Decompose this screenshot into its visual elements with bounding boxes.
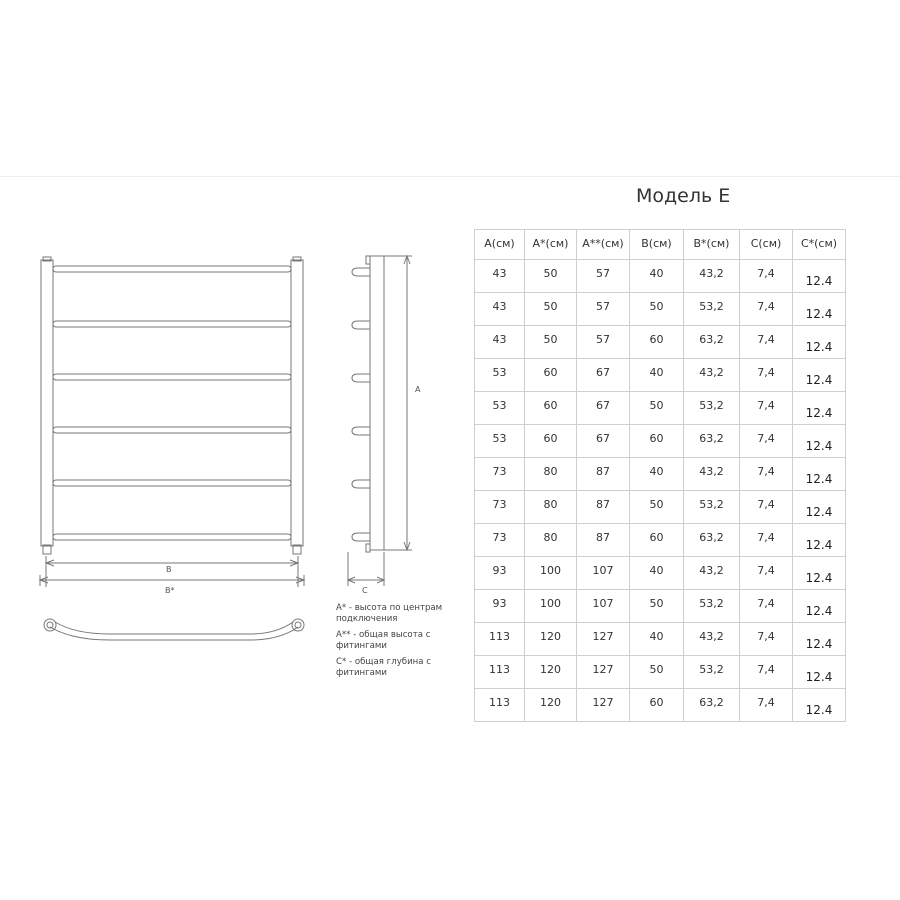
- table-cell: 120: [525, 689, 577, 722]
- note-a-star: A* - высота по центрам подключения: [336, 603, 443, 624]
- table-cell: 63,2: [684, 425, 740, 458]
- table-cell: 60: [630, 524, 684, 557]
- label-c: C: [362, 586, 368, 595]
- table-cell: 7,4: [740, 656, 793, 689]
- table-cell: 107: [577, 590, 630, 623]
- bar-6: [53, 534, 291, 540]
- table-cell: 12.4: [793, 293, 846, 326]
- table-row: [475, 623, 846, 656]
- table-cell: 43: [475, 326, 525, 359]
- label-b-star: B*: [165, 586, 175, 595]
- table-cell: 7,4: [740, 359, 793, 392]
- table-cell: 50: [630, 656, 684, 689]
- table-row: [475, 293, 846, 326]
- table-cell: 93: [475, 557, 525, 590]
- header-c: C(см): [740, 230, 793, 260]
- header-b-star: B*(см): [684, 230, 740, 260]
- table-cell: 12.4: [793, 689, 846, 722]
- table-row: [475, 458, 846, 491]
- table-cell: 40: [630, 359, 684, 392]
- table-cell: 7,4: [740, 491, 793, 524]
- side-view: [348, 256, 412, 586]
- table-cell: 12.4: [793, 392, 846, 425]
- table-cell: 80: [525, 491, 577, 524]
- table-cell: 40: [630, 557, 684, 590]
- table-cell: 113: [475, 623, 525, 656]
- bar-4: [53, 427, 291, 433]
- table-cell: 67: [577, 359, 630, 392]
- spec-table: [474, 229, 846, 722]
- table-cell: 12.4: [793, 590, 846, 623]
- left-post: [41, 260, 53, 546]
- table-cell: 60: [630, 689, 684, 722]
- label-a: A: [415, 385, 421, 394]
- table-cell: 7,4: [740, 689, 793, 722]
- table-cell: 12.4: [793, 491, 846, 524]
- dimension-b: [46, 556, 298, 587]
- right-post: [291, 260, 303, 546]
- header-b: B(см): [630, 230, 684, 260]
- header-a: A(см): [475, 230, 525, 260]
- table-cell: 7,4: [740, 458, 793, 491]
- table-cell: 7,4: [740, 260, 793, 293]
- table-row: [475, 425, 846, 458]
- table-cell: 43,2: [684, 260, 740, 293]
- table-cell: 60: [525, 392, 577, 425]
- table-cell: 60: [525, 359, 577, 392]
- front-view: [41, 257, 303, 554]
- table-cell: 40: [630, 260, 684, 293]
- table-cell: 53: [475, 425, 525, 458]
- table-cell: 50: [630, 590, 684, 623]
- table-cell: 73: [475, 491, 525, 524]
- table-cell: 12.4: [793, 425, 846, 458]
- table-header-row: [475, 230, 846, 260]
- label-b: B: [166, 565, 172, 574]
- table-cell: 7,4: [740, 392, 793, 425]
- table-cell: 57: [577, 326, 630, 359]
- table-row: [475, 590, 846, 623]
- table-row: [475, 260, 846, 293]
- table-cell: 67: [577, 392, 630, 425]
- table-row: [475, 524, 846, 557]
- table-cell: 60: [630, 326, 684, 359]
- table-cell: 40: [630, 458, 684, 491]
- table-cell: 7,4: [740, 425, 793, 458]
- header-a-double-star: A**(см): [577, 230, 630, 260]
- table-cell: 87: [577, 491, 630, 524]
- table-cell: 127: [577, 656, 630, 689]
- table-cell: 7,4: [740, 326, 793, 359]
- table-cell: 63,2: [684, 326, 740, 359]
- table-cell: 50: [630, 392, 684, 425]
- table-cell: 80: [525, 458, 577, 491]
- model-title: Модель Е: [636, 185, 731, 207]
- table-cell: 87: [577, 524, 630, 557]
- table-cell: 57: [577, 260, 630, 293]
- table-cell: 100: [525, 557, 577, 590]
- table-cell: 73: [475, 458, 525, 491]
- table-row: [475, 326, 846, 359]
- table-cell: 93: [475, 590, 525, 623]
- table-cell: 40: [630, 623, 684, 656]
- table-cell: 43: [475, 260, 525, 293]
- bar-3: [53, 374, 291, 380]
- table-cell: 12.4: [793, 656, 846, 689]
- table-cell: 73: [475, 524, 525, 557]
- table-cell: 57: [577, 293, 630, 326]
- legend-notes: [336, 603, 476, 684]
- table-cell: 63,2: [684, 524, 740, 557]
- note-a-double-star: A** - общая высота с фитингами: [336, 630, 431, 651]
- header-a-star: A*(см): [525, 230, 577, 260]
- header-c-star: C*(см): [793, 230, 846, 260]
- table-cell: 63,2: [684, 689, 740, 722]
- table-cell: 113: [475, 689, 525, 722]
- table-cell: 53,2: [684, 293, 740, 326]
- bar-2: [53, 321, 291, 327]
- table-cell: 127: [577, 689, 630, 722]
- table-cell: 113: [475, 656, 525, 689]
- note-c-star: C* - общая глубина с фитингами: [336, 657, 432, 678]
- table-cell: 107: [577, 557, 630, 590]
- table-cell: 60: [630, 425, 684, 458]
- table-cell: 50: [525, 326, 577, 359]
- table-cell: 7,4: [740, 557, 793, 590]
- table-cell: 43,2: [684, 359, 740, 392]
- table-cell: 80: [525, 524, 577, 557]
- table-cell: 53: [475, 359, 525, 392]
- table-cell: 7,4: [740, 623, 793, 656]
- table-cell: 53: [475, 392, 525, 425]
- table-cell: 120: [525, 656, 577, 689]
- table-cell: 12.4: [793, 458, 846, 491]
- table-row: [475, 491, 846, 524]
- table-cell: 67: [577, 425, 630, 458]
- table-cell: 7,4: [740, 590, 793, 623]
- table-cell: 53,2: [684, 392, 740, 425]
- dimension-b-star: [40, 575, 304, 586]
- table-cell: 50: [525, 260, 577, 293]
- table-cell: 53,2: [684, 656, 740, 689]
- table-cell: 12.4: [793, 557, 846, 590]
- table-cell: 43,2: [684, 557, 740, 590]
- table-cell: 100: [525, 590, 577, 623]
- table-cell: 50: [630, 293, 684, 326]
- table-cell: 50: [525, 293, 577, 326]
- table-cell: 120: [525, 623, 577, 656]
- table-cell: 12.4: [793, 623, 846, 656]
- bar-1: [53, 266, 291, 272]
- table-cell: 43,2: [684, 623, 740, 656]
- table-cell: 7,4: [740, 293, 793, 326]
- table-row: [475, 359, 846, 392]
- table-cell: 87: [577, 458, 630, 491]
- table-cell: 127: [577, 623, 630, 656]
- table-row: [475, 557, 846, 590]
- table-cell: 53,2: [684, 491, 740, 524]
- table-cell: 12.4: [793, 260, 846, 293]
- table-cell: 12.4: [793, 524, 846, 557]
- table-cell: 60: [525, 425, 577, 458]
- table-row: [475, 392, 846, 425]
- table-cell: 50: [630, 491, 684, 524]
- top-view: [44, 619, 304, 640]
- table-cell: 43: [475, 293, 525, 326]
- table-cell: 43,2: [684, 458, 740, 491]
- side-post: [370, 256, 384, 550]
- table-cell: 12.4: [793, 326, 846, 359]
- table-cell: 7,4: [740, 524, 793, 557]
- bar-5: [53, 480, 291, 486]
- table-row: [475, 656, 846, 689]
- table-cell: 12.4: [793, 359, 846, 392]
- table-row: [475, 689, 846, 722]
- table-cell: 53,2: [684, 590, 740, 623]
